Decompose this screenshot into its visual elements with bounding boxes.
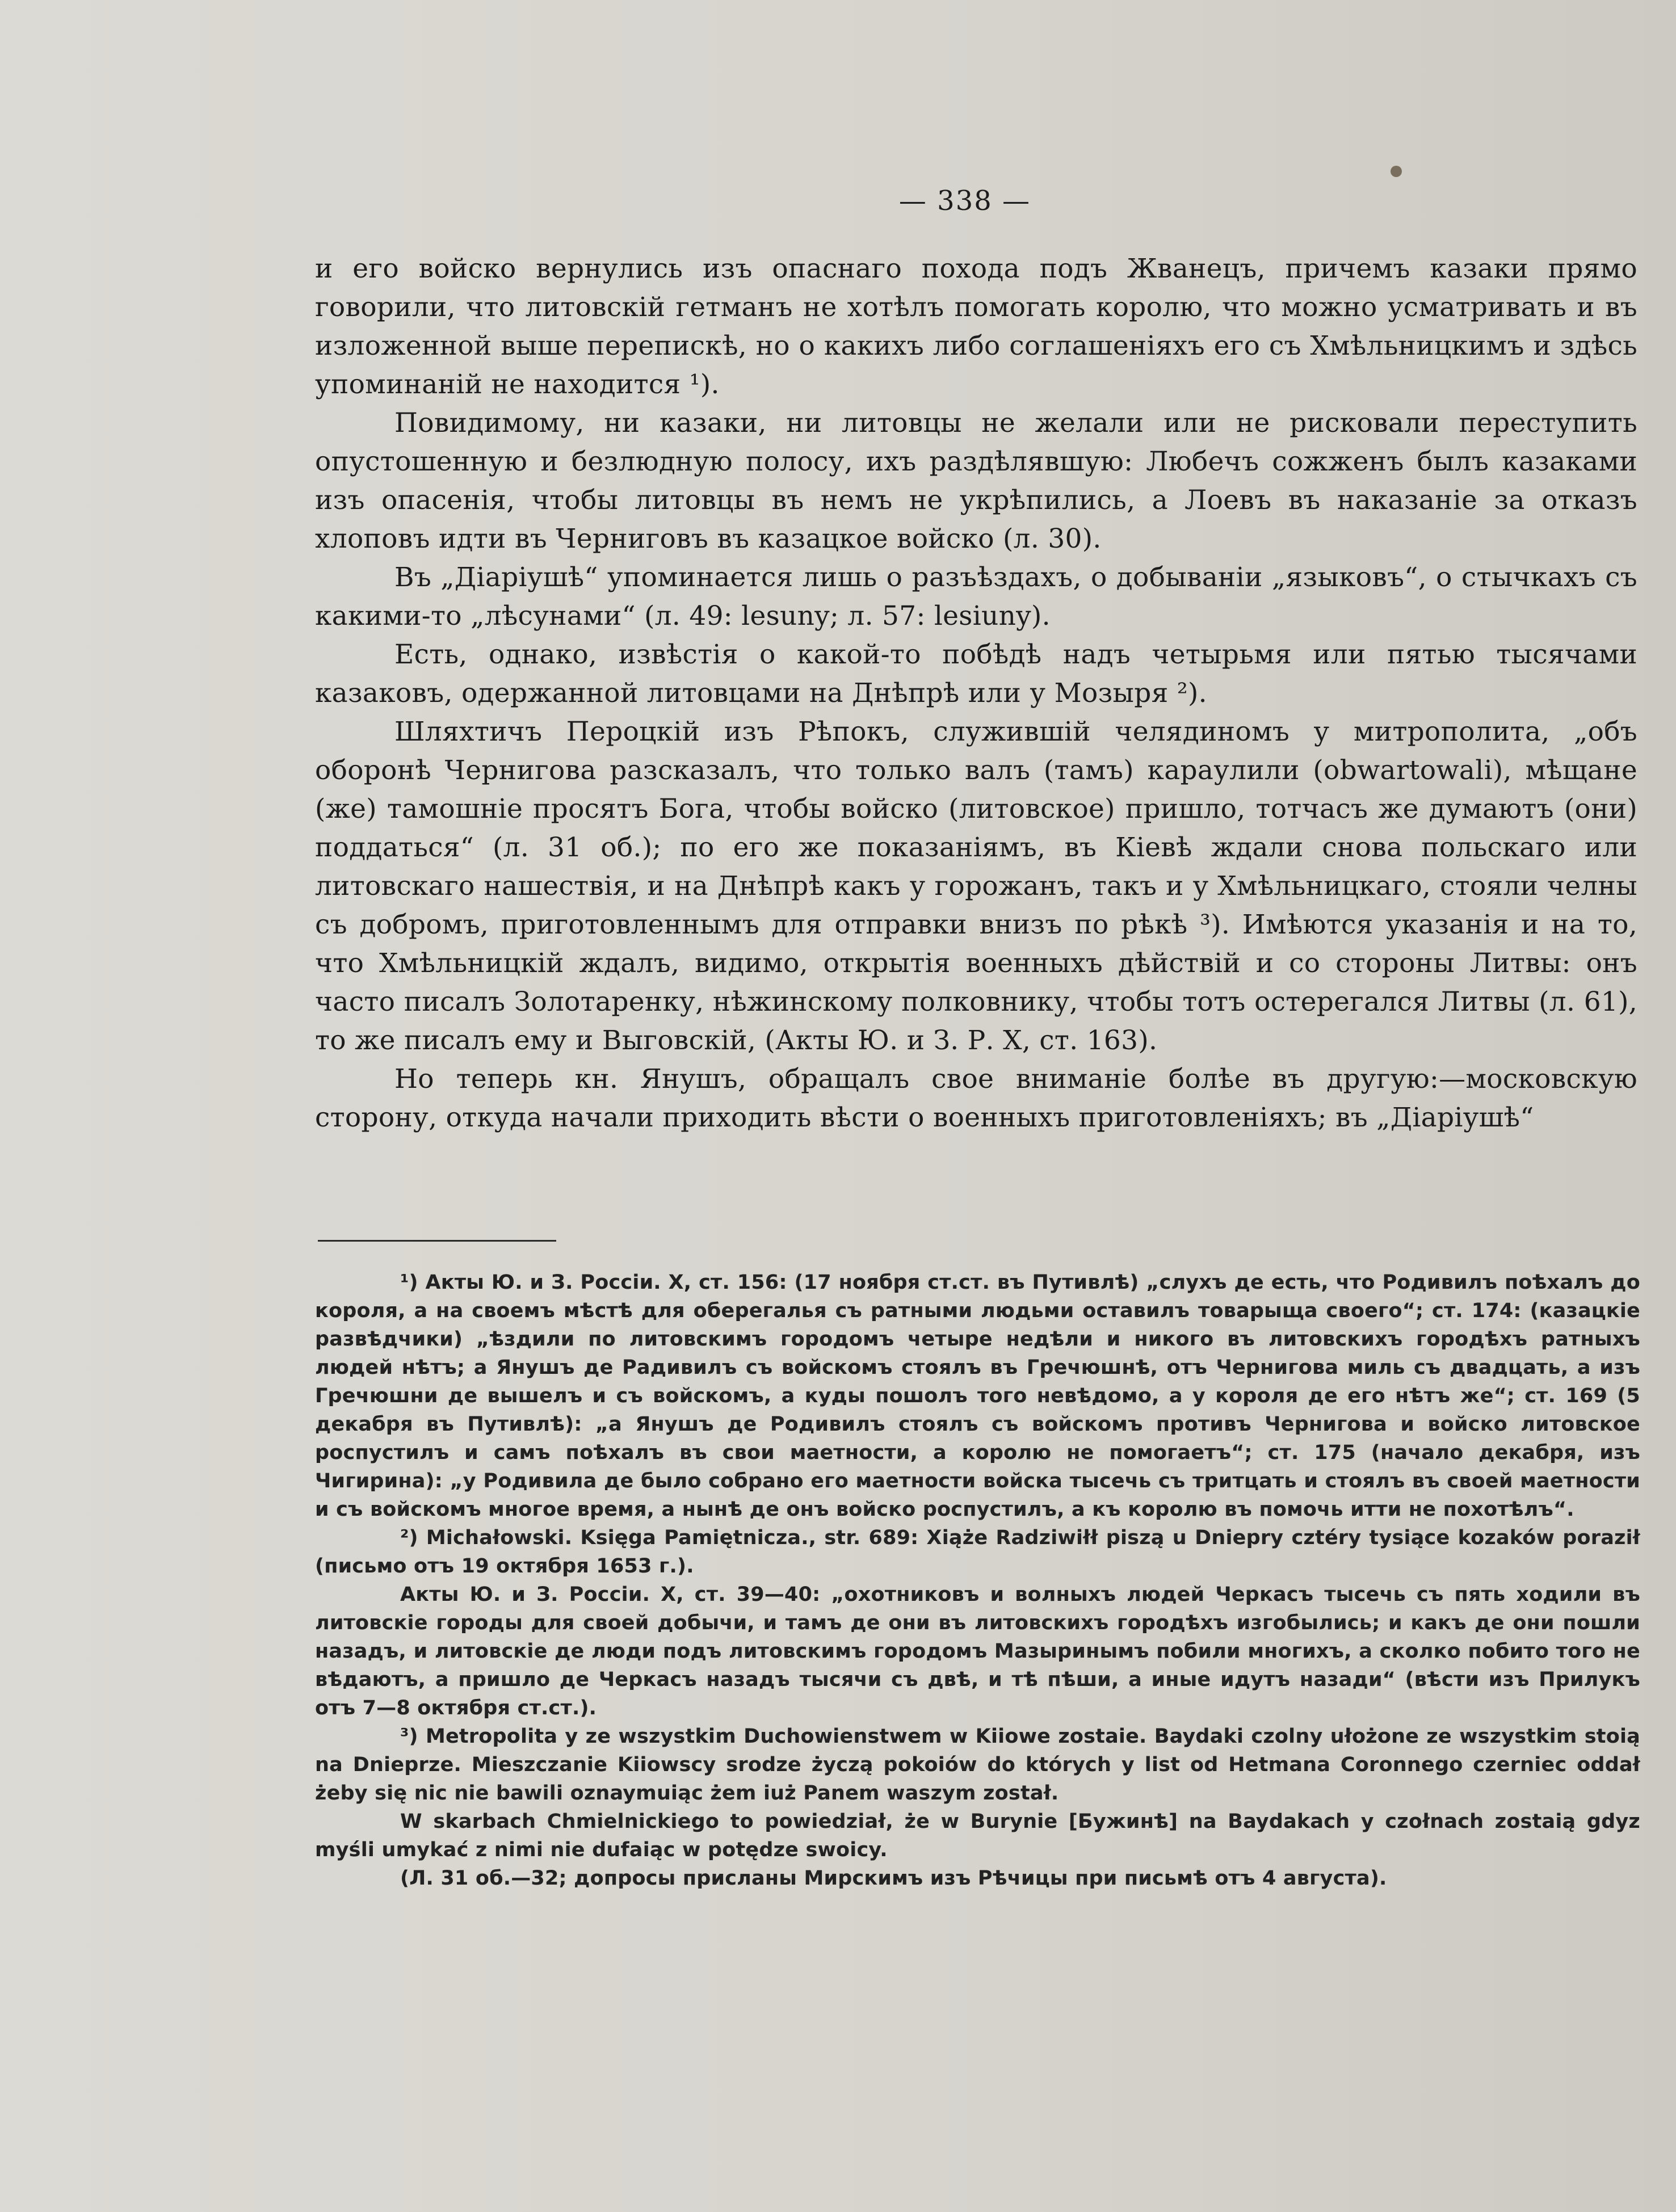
page-number: — 338 —	[898, 185, 1031, 217]
paragraph-4: Есть, однако, извѣстія о какой-то побѣдѣ надъ четырьмя или пятью тысячами казаковъ, одержанной литовцами на Днѣпрѣ или у Мозыря ²).	[315, 639, 1637, 709]
ink-spot	[1391, 166, 1402, 177]
footnote-divider	[318, 1240, 556, 1242]
paragraph-6: Но теперь кн. Янушъ, обращалъ свое вниманіе болѣе въ другую:—московскую сторону, откуда начали приходить вѣсти о военныхъ приготовленіяхъ; въ „Діаріушѣ“	[315, 1063, 1637, 1133]
footnote-2: ²) Michałowski. Księga Pamiętnicza., str. 689: Xiąże Radziwiłł piszą u Dnieprу cztéry tysiące kozaków poraził (письмо отъ 19 октября 1653 г.).	[315, 1526, 1640, 1578]
footnote-2-continued: Акты Ю. и З. Россіи. X, ст. 39—40: „охотниковъ и волныхъ людей Черкасъ тысечь съ пять ходили въ литовскіе городы для своей добычи, и тамъ де они въ литовскихъ городѣхъ изгобылись; и какъ де они пошли назадъ, и литовскіе де люди подъ литовскимъ городомъ Мазыринымъ побили многихъ, а сколко побито того не вѣдаютъ, а пришло де Черкасъ назадъ тысячи съ двѣ, и тѣ пѣши, а иные идутъ назади“ (вѣсти изъ Прилукъ отъ 7—8 октября ст.ст.).	[315, 1583, 1640, 1719]
footnote-3: ³) Metropolita у ze wszystkim Duchowienstwem w Kiiowe zostaie. Baydaki czolny ułożone ze wszystkim stoią na Dnieprze. Mieszczanie Kiiowscy srodze życzą pokoiów do których у list od Hetmana Coronnego czerniec oddał żeby się nic nie bawili oznaymuiąc żem iuż Panem waszym został.	[315, 1725, 1640, 1805]
paragraph-5: Шляхтичъ Пероцкій изъ Рѣпокъ, служившій челядиномъ у митрополита, „объ оборонѣ Чернигова разсказалъ, что только валъ (тамъ) караулили (obwartowali), мѣщане (же) тамошніе просятъ Бога, чтобы войско (литовское) пришло, тотчасъ же думаютъ (они) поддаться“ (л. 31 об.); по его же показаніямъ, въ Кіевѣ ждали снова польскаго или литовскаго нашествія, и на Днѣпрѣ какъ у горожанъ, такъ и у Хмѣльницкаго, стояли челны съ добромъ, приготовленнымъ для отправки внизъ по рѣкѣ ³). Имѣются указанія и на то, что Хмѣльницкій ждалъ, видимо, открытія военныхъ дѣйствій и со стороны Литвы: онъ часто писалъ Золотаренку, нѣжинскому полковнику, чтобы тотъ остерегался Литвы (л. 61), то же писалъ ему и Выговскій, (Акты Ю. и З. Р. X, ст. 163).	[315, 716, 1637, 1056]
footnote-1: ¹) Акты Ю. и З. Россіи. X, ст. 156: (17 ноября ст.ст. въ Путивлѣ) „слухъ де есть, что Родивилъ поѣхалъ до короля, а на своемъ мѣстѣ для оберегалья съ ратными людьми оставилъ товарыща своего“; ст. 174: (казацкіе развѣдчики) „ѣздили по литовскимъ городомъ четыре недѣли и никого въ литовскихъ городѣхъ ратныхъ людей нѣтъ; а Янушъ де Радивилъ съ войскомъ стоялъ въ Гречюшнѣ, отъ Чернигова миль съ двадцать, а изъ Гречюшни де вышелъ и съ войскомъ, а куды пошолъ того невѣдомо, а у короля де его нѣтъ же“; ст. 169 (5 декабря въ Путивлѣ): „а Янушъ де Родивилъ стоялъ съ войскомъ противъ Чернигова и войско литовское роспустилъ и самъ поѣхалъ въ свои маетности, а королю не помогаетъ“; ст. 175 (начало декабря, изъ Чигирина): „у Родивила де было собрано его маетности войска тысечь съ тритцать и стоялъ въ своей маетности и съ войскомъ многое время, а нынѣ де онъ войско роспустилъ, а къ королю въ помочь итти не похотѣлъ“.	[315, 1271, 1640, 1521]
footnote-3-source: (Л. 31 об.—32; допросы присланы Мирскимъ изъ Рѣчицы при письмѣ отъ 4 августа).	[400, 1867, 1387, 1890]
paragraph-3: Въ „Діаріушѣ“ упоминается лишь о разъѣздахъ, о добываніи „языковъ“, о стычкахъ съ какими-то „лѣсунами“ (л. 49: lesuny; л. 57: lesiuny).	[315, 562, 1637, 632]
footnote-3-continued: W skarbach Chmielnickiego to powiedział, że w Burynie [Бужинѣ] na Baydakach у czołnach zostaią gdyz myśli umykać z nimi nie dufaiąc w potędze swoicy.	[315, 1810, 1640, 1861]
paragraph-1: и его войско вернулись изъ опаснаго похода подъ Жванецъ, причемъ казаки прямо говорили, что литовскій гетманъ не хотѣлъ помогать королю, что можно усматривать и въ изложенной выше перепискѣ, но о какихъ либо соглашеніяхъ его съ Хмѣльницкимъ и здѣсь упоминаній не находится ¹).	[315, 253, 1637, 400]
footnotes	[315, 1268, 1640, 1893]
paragraph-2: Повидимому, ни казаки, ни литовцы не желали или не рисковали переступить опустошенную и безлюдную полосу, ихъ раздѣлявшую: Любечъ сожженъ былъ казаками изъ опасенія, чтобы литовцы въ немъ не укрѣпились, а Лоевъ въ наказаніе за отказъ хлоповъ идти въ Черниговъ въ казацкое войско (л. 30).	[315, 407, 1637, 554]
main-text	[315, 250, 1637, 1137]
